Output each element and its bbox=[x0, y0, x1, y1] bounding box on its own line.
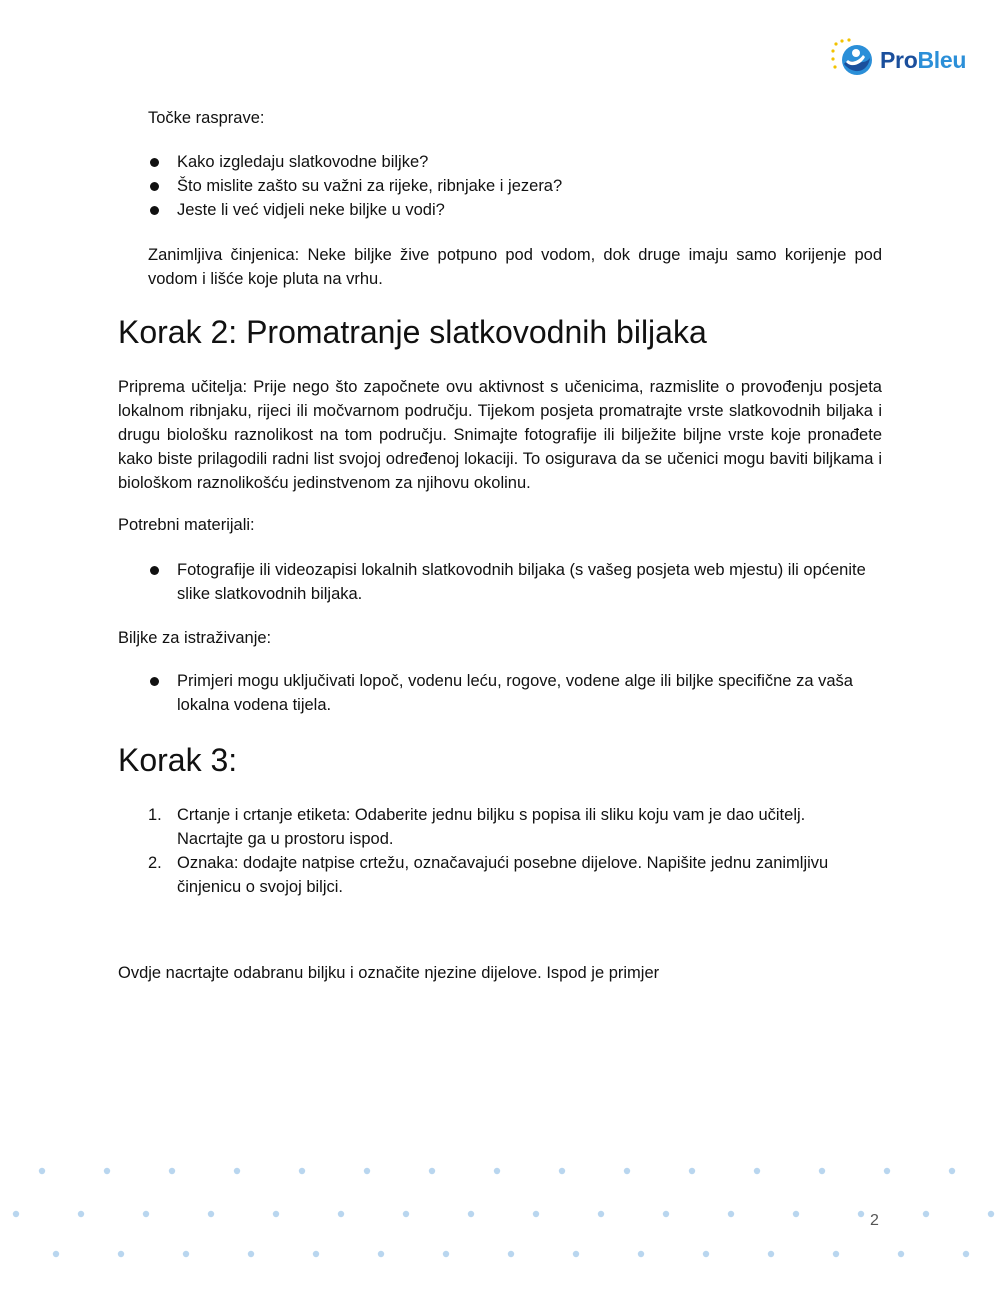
plants-label: Biljke za istraživanje: bbox=[118, 629, 272, 647]
decorative-dot bbox=[689, 1168, 695, 1174]
decorative-dot bbox=[494, 1168, 500, 1174]
list-item bbox=[148, 558, 868, 606]
step2-heading: Korak 2: Promatranje slatkovodnih biljaka bbox=[118, 314, 707, 350]
decorative-dot bbox=[78, 1211, 84, 1217]
bullet-icon bbox=[150, 182, 159, 191]
page-number: 2 bbox=[870, 1212, 879, 1229]
decorative-dot bbox=[898, 1251, 904, 1257]
decorative-dot bbox=[533, 1211, 539, 1217]
step-number: 2. bbox=[148, 854, 162, 872]
decorative-dot bbox=[313, 1251, 319, 1257]
materials-label: Potrebni materijali: bbox=[118, 516, 255, 534]
logo-text-bleu: Bleu bbox=[917, 46, 967, 73]
dot-pattern bbox=[0, 1150, 1000, 1294]
bullet-icon bbox=[150, 206, 159, 215]
decorative-dot bbox=[248, 1251, 254, 1257]
decorative-dot bbox=[443, 1251, 449, 1257]
decorative-dot bbox=[819, 1168, 825, 1174]
decorative-dot bbox=[754, 1168, 760, 1174]
list-item bbox=[148, 150, 868, 174]
decorative-dot bbox=[143, 1211, 149, 1217]
decorative-dot bbox=[793, 1211, 799, 1217]
decorative-dot bbox=[429, 1168, 435, 1174]
list-item bbox=[148, 851, 868, 899]
decorative-dot bbox=[273, 1211, 279, 1217]
fun-fact: Zanimljiva činjenica: Neke biljke žive potpuno pod vodom, dok druge imaju samo korijenje pod vodom i lišće koje pluta na vrhu. bbox=[148, 246, 882, 288]
decorative-dot bbox=[234, 1168, 240, 1174]
decorative-dot bbox=[299, 1168, 305, 1174]
question-text: Jeste li već vidjeli neke biljke u vodi? bbox=[177, 201, 445, 219]
decorative-dot bbox=[638, 1251, 644, 1257]
decorative-dot bbox=[508, 1251, 514, 1257]
decorative-dot bbox=[468, 1211, 474, 1217]
decorative-dot bbox=[728, 1211, 734, 1217]
decorative-dot bbox=[884, 1168, 890, 1174]
decorative-dot bbox=[963, 1251, 969, 1257]
decorative-dot bbox=[988, 1211, 994, 1217]
list-item bbox=[148, 174, 868, 198]
decorative-dot bbox=[949, 1168, 955, 1174]
decorative-dot bbox=[663, 1211, 669, 1217]
bullet-icon bbox=[150, 566, 159, 575]
decorative-dot bbox=[378, 1251, 384, 1257]
list-item bbox=[148, 803, 868, 851]
decorative-dot bbox=[104, 1168, 110, 1174]
bullet-icon bbox=[150, 677, 159, 686]
decorative-dot bbox=[53, 1251, 59, 1257]
plants-item: Primjeri mogu uključivati lopoč, vodenu leću, rogove, vodene alge ili biljke specifične za vaša lokalna vodena tijela. bbox=[177, 672, 853, 714]
decorative-dot bbox=[169, 1168, 175, 1174]
decorative-dot bbox=[858, 1211, 864, 1217]
question-text: Što mislite zašto su važni za rijeke, ribnjake i jezera? bbox=[177, 177, 563, 195]
decorative-dot bbox=[183, 1251, 189, 1257]
decorative-dot bbox=[13, 1211, 19, 1217]
decorative-dot bbox=[573, 1251, 579, 1257]
discussion-heading: Točke rasprave: bbox=[148, 109, 265, 127]
list-item bbox=[148, 669, 868, 717]
logo-wordmark bbox=[880, 47, 966, 74]
probleu-logo bbox=[830, 38, 980, 82]
materials-item: Fotografije ili videozapisi lokalnih slatkovodnih biljaka (s vašeg posjeta web mjestu) ili općenite slike slatkovodnih biljaka. bbox=[177, 561, 866, 603]
decorative-dot bbox=[624, 1168, 630, 1174]
list-item bbox=[148, 198, 868, 222]
decorative-dot bbox=[39, 1168, 45, 1174]
decorative-dot bbox=[559, 1168, 565, 1174]
logo-text-pro: Pro bbox=[880, 46, 918, 73]
probleu-logo-icon bbox=[830, 38, 878, 82]
step-number: 1. bbox=[148, 806, 162, 824]
question-text: Kako izgledaju slatkovodne biljke? bbox=[177, 153, 429, 171]
drawing-instruction: Ovdje nacrtajte odabranu biljku i označite njezine dijelove. Ispod je primjer bbox=[118, 964, 660, 982]
decorative-dot bbox=[364, 1168, 370, 1174]
step-text: Oznaka: dodajte natpise crtežu, označavajući posebne dijelove. Napišite jednu zanimljivu činjenicu o svojoj biljci. bbox=[177, 854, 829, 896]
bullet-icon bbox=[150, 158, 159, 167]
decorative-dot bbox=[208, 1211, 214, 1217]
decorative-dot bbox=[403, 1211, 409, 1217]
decorative-dot bbox=[118, 1251, 124, 1257]
step-text: Crtanje i crtanje etiketa: Odaberite jednu biljku s popisa ili sliku koju vam je dao učitelj. Nacrtajte ga u prostoru ispod. bbox=[177, 806, 806, 848]
decorative-dot bbox=[768, 1251, 774, 1257]
decorative-dot bbox=[598, 1211, 604, 1217]
decorative-dot bbox=[923, 1211, 929, 1217]
decorative-dot bbox=[833, 1251, 839, 1257]
teacher-prep: Priprema učitelja: Prije nego što započnete ovu aktivnost s učenicima, razmislite o provođenju posjeta lokalnom ribnjaku, rijeci ili močvarnom području. Tijekom posjeta promatrajte vrste slatkovodnih biljaka i drugu biološku raznolikost na tom području. Snimajte fotografije ili bilježite biljne vrste koje pronađete kako biste prilagodili radni list svojoj određenoj lokaciji. To osigurava da se učenici mogu baviti biljkama i biološkom raznolikošću jedinstvenom za njihovu okolinu. bbox=[118, 378, 882, 492]
step3-heading: Korak 3: bbox=[118, 742, 238, 778]
decorative-dot bbox=[338, 1211, 344, 1217]
decorative-dot bbox=[703, 1251, 709, 1257]
